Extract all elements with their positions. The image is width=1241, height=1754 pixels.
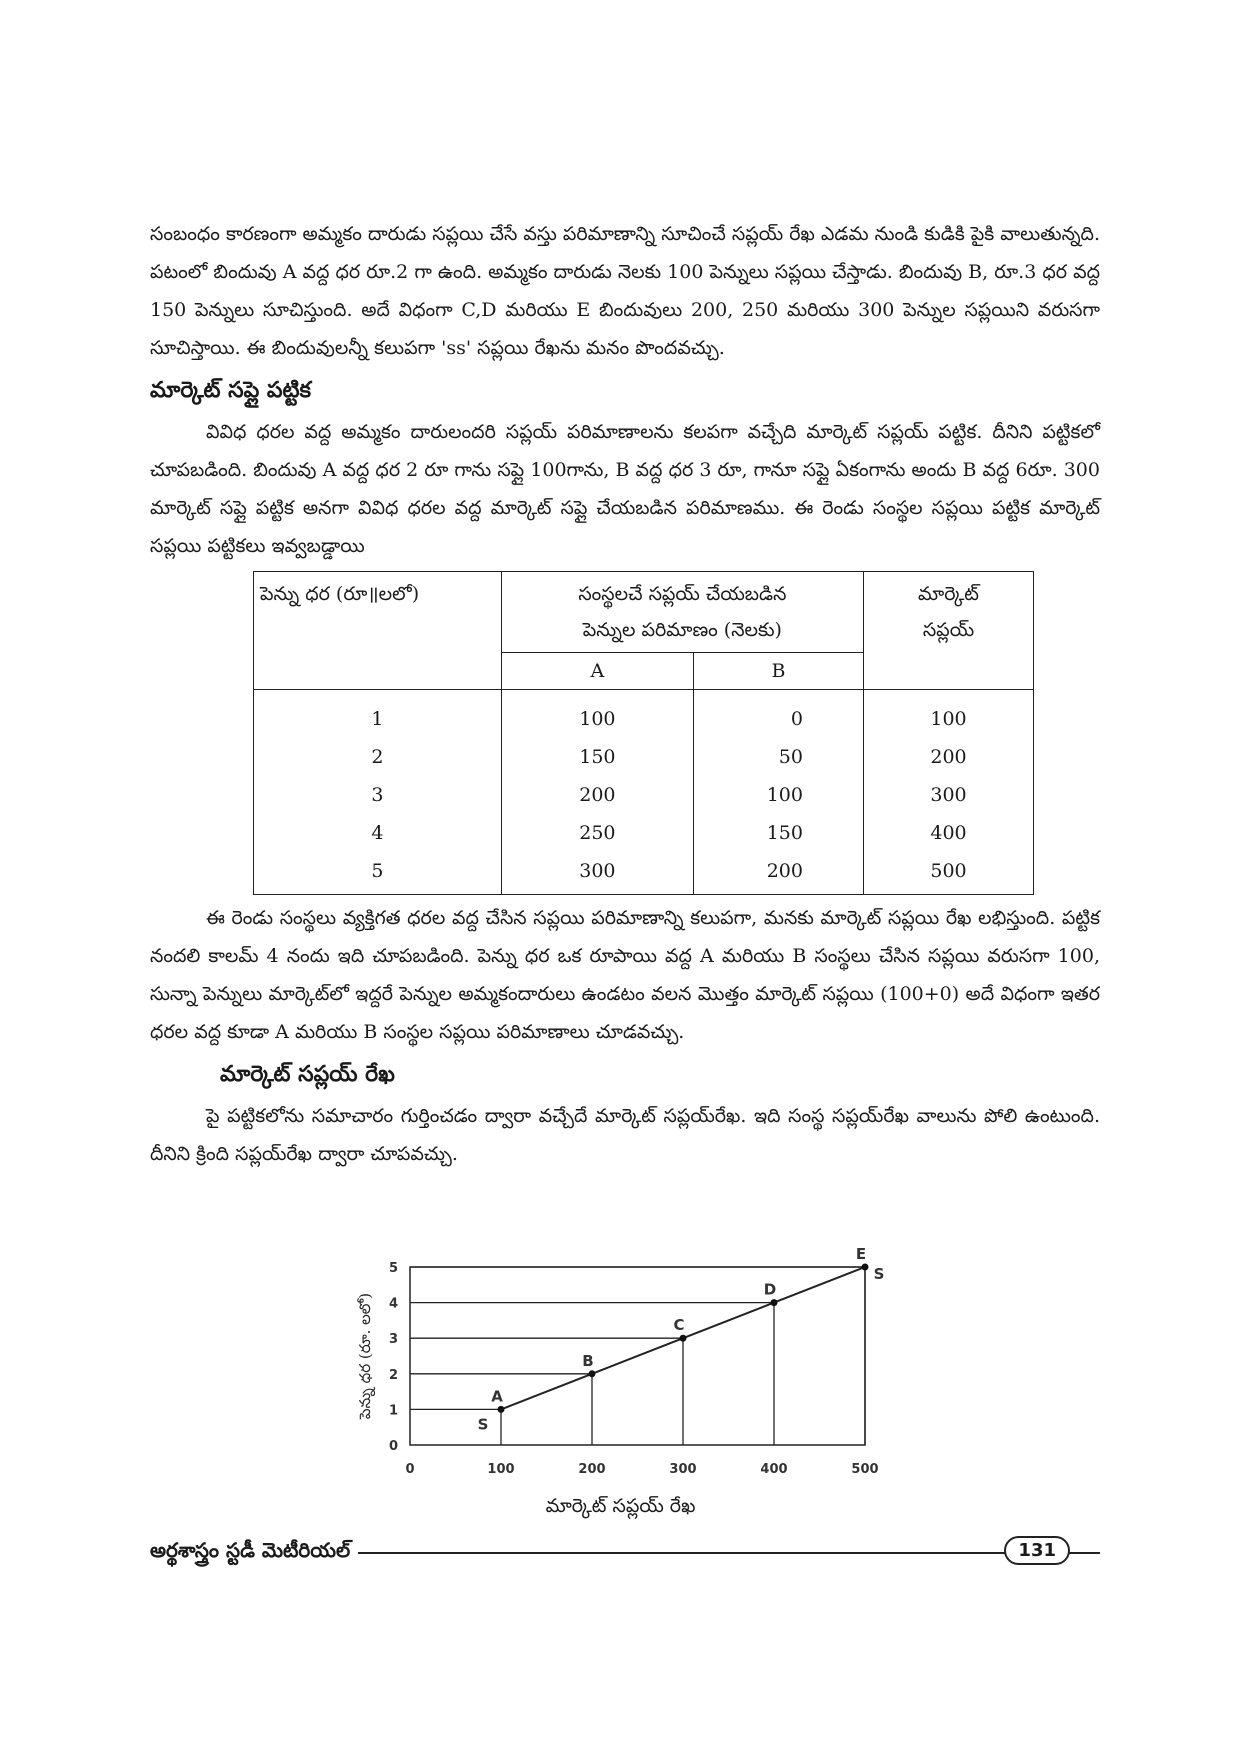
curve-paragraph: పై పట్టికలోను సమాచారం గుర్తించడం ద్వారా వచ్చేదే మార్కెట్ సప్లయ్‌రేఖ. ఇది సంస్థ సప్లయ్‌రేఖ వాలును పోలి ఉంటుంది. దీనిని క్రింది సప్లయ్‌రేఖ ద్వారా చూపవచ్చు.	[150, 1105, 1100, 1165]
cell-price: 3	[254, 776, 502, 814]
cell-market: 400	[863, 814, 1033, 852]
footer-book-title: అర్థశాస్త్రం స్టడీ మెటీరియల్	[150, 1538, 358, 1567]
page-number: 131	[1004, 1536, 1070, 1565]
header-firm-a: A	[501, 653, 693, 690]
point-label-d: D	[763, 1280, 777, 1299]
supply-curve-svg	[330, 1245, 910, 1485]
cell-firm-b: 0	[693, 690, 863, 739]
header-market-line2: సప్లయ్	[922, 619, 975, 641]
point-b	[589, 1370, 596, 1377]
heading-market-supply-curve: మార్కెట్ సప్లయ్ రేఖ	[220, 1062, 395, 1087]
header-supplied-line2: పెన్నుల పరిమాణం (నెలకు)	[582, 619, 782, 641]
point-d	[771, 1299, 778, 1306]
schedule-paragraph: వివిధ ధరల వద్ద అమ్మకం దారులందరి సప్లయ్ పరిమాణాలను కలపగా వచ్చేది మార్కెట్ సప్లయ్ పట్టిక. దీనిని పట్టికలో చూపబడింది. బిందువు A వద్ద ధర 2 రూ గాను సప్లై 100గాను, B వద్ద ధర 3 రూ, గానూ సప్లై ఏకంగాను అందు B వద్ద 6రూ. 300 మార్కెట్ సప్లై పట్టిక అనగా వివిధ ధరల వద్ద మార్కెట్ సప్లై చేయబడిన పరిమాణము. ఈ రెండు సంస్థల సప్లయి పట్టిక మార్కెట్ సప్లయి పట్టికలు ఇవ్వబడ్డాయి	[150, 421, 1100, 557]
header-supplied-line1: సంస్థలచే సప్లయ్ చేయబడిన	[578, 583, 787, 605]
curve-label-start: S	[477, 1415, 489, 1434]
y-tick-label: 4	[388, 1296, 398, 1312]
heading-market-supply-schedule: మార్కెట్ సప్లై పట్టిక	[150, 378, 312, 403]
table-row	[254, 776, 1034, 814]
table-row	[254, 738, 1034, 776]
point-label-c: C	[673, 1316, 685, 1335]
cell-firm-b: 150	[693, 814, 863, 852]
y-tick-label: 1	[388, 1403, 398, 1419]
y-tick-label: 5	[388, 1261, 398, 1276]
y-tick-label: 0	[388, 1439, 398, 1454]
cell-firm-a: 250	[501, 814, 693, 852]
cell-market: 500	[863, 852, 1033, 895]
after-table-paragraph: ఈ రెండు సంస్థలు వ్యక్తిగత ధరల వద్ద చేసిన సప్లయి పరిమాణాన్ని కలుపగా, మనకు మార్కెట్ సప్లయి రేఖ లభిస్తుంది. పట్టిక నందలి కాలమ్ 4 నందు ఇది చూపబడింది. పెన్ను ధర ఒక రూపాయి వద్ద A మరియు B సంస్థలు చేసిన సప్లయి వరుసగా 100, సున్నా పెన్నులు మార్కెట్‌లో ఇద్దరే పెన్నుల అమ్మకందారులు ఉండటం వలన మొత్తం మార్కెట్ సప్లయి (100+0) అదే విధంగా ఇతర ధరల వద్ద కూడా A మరియు B సంస్థల సప్లయి పరిమాణాలు చూడవచ్చు.	[150, 907, 1100, 1043]
table-row	[254, 852, 1034, 895]
point-a	[498, 1406, 505, 1413]
point-e	[862, 1264, 869, 1271]
cell-price: 1	[254, 690, 502, 739]
x-tick-label: 500	[851, 1462, 879, 1477]
x-tick-label: 200	[578, 1462, 606, 1477]
y-tick-label: 2	[388, 1367, 398, 1383]
cell-market: 100	[863, 690, 1033, 739]
page-content	[150, 215, 1100, 1173]
cell-price: 5	[254, 852, 502, 895]
x-tick-label: 300	[669, 1462, 697, 1477]
x-tick-label: 0	[405, 1462, 415, 1477]
page-footer	[150, 1530, 1100, 1574]
table-row	[254, 814, 1034, 852]
cell-price: 4	[254, 814, 502, 852]
cell-firm-b: 200	[693, 852, 863, 895]
header-firm-b: B	[693, 653, 863, 690]
table-row	[254, 690, 1034, 739]
y-tick-label: 3	[388, 1332, 398, 1348]
point-label-a: A	[491, 1387, 503, 1406]
cell-market: 200	[863, 738, 1033, 776]
point-label-b: B	[582, 1351, 594, 1370]
point-label-e: E	[855, 1245, 867, 1263]
cell-price: 2	[254, 738, 502, 776]
market-supply-table	[253, 571, 1034, 895]
intro-paragraph: సంబంధం కారణంగా అమ్మకం దారుడు సప్లయి చేసే వస్తు పరిమాణాన్ని సూచించే సప్లయ్ రేఖ ఎడమ నుండి కుడికి పైకి వాలుతున్నది. పటంలో బిందువు A వద్ద ధర రూ.2 గా ఉంది. అమ్మకం దారుడు నెలకు 100 పెన్నులు సప్లయి చేస్తాడు. బిందువు B, రూ.3 ధర వద్ద 150 పెన్నులు సూచిస్తుంది. అదే విధంగా C,D మరియు E బిందువులు 200, 250 మరియు 300 పెన్నుల సప్లయిని వరుసగా సూచిస్తాయి. ఈ బిందువులన్నీ కలుపగా 'ss' సప్లయి రేఖను మనం పొందవచ్చు.	[150, 223, 1100, 359]
curve-label-end: S	[873, 1265, 885, 1283]
cell-firm-b: 100	[693, 776, 863, 814]
point-c	[680, 1335, 687, 1342]
cell-firm-a: 150	[501, 738, 693, 776]
header-supplied-quantity	[501, 572, 863, 653]
supply-curve-chart	[330, 1245, 910, 1485]
chart-caption: మార్కెట్ సప్లయ్ రేఖ	[545, 1495, 696, 1517]
cell-firm-a: 100	[501, 690, 693, 739]
y-axis-label: పెన్ను ధర (రూ. లలో)	[356, 1292, 374, 1420]
x-tick-label: 400	[760, 1462, 788, 1477]
cell-firm-b: 50	[693, 738, 863, 776]
header-pen-price	[254, 572, 502, 690]
x-tick-label: 100	[487, 1462, 515, 1477]
cell-firm-a: 300	[501, 852, 693, 895]
cell-market: 300	[863, 776, 1033, 814]
header-pen-price-label: పెన్ను ధర (రూ॥లలో)	[260, 583, 420, 605]
cell-firm-a: 200	[501, 776, 693, 814]
header-market-supply	[863, 572, 1033, 690]
header-market-line1: మార్కెట్	[918, 583, 979, 605]
